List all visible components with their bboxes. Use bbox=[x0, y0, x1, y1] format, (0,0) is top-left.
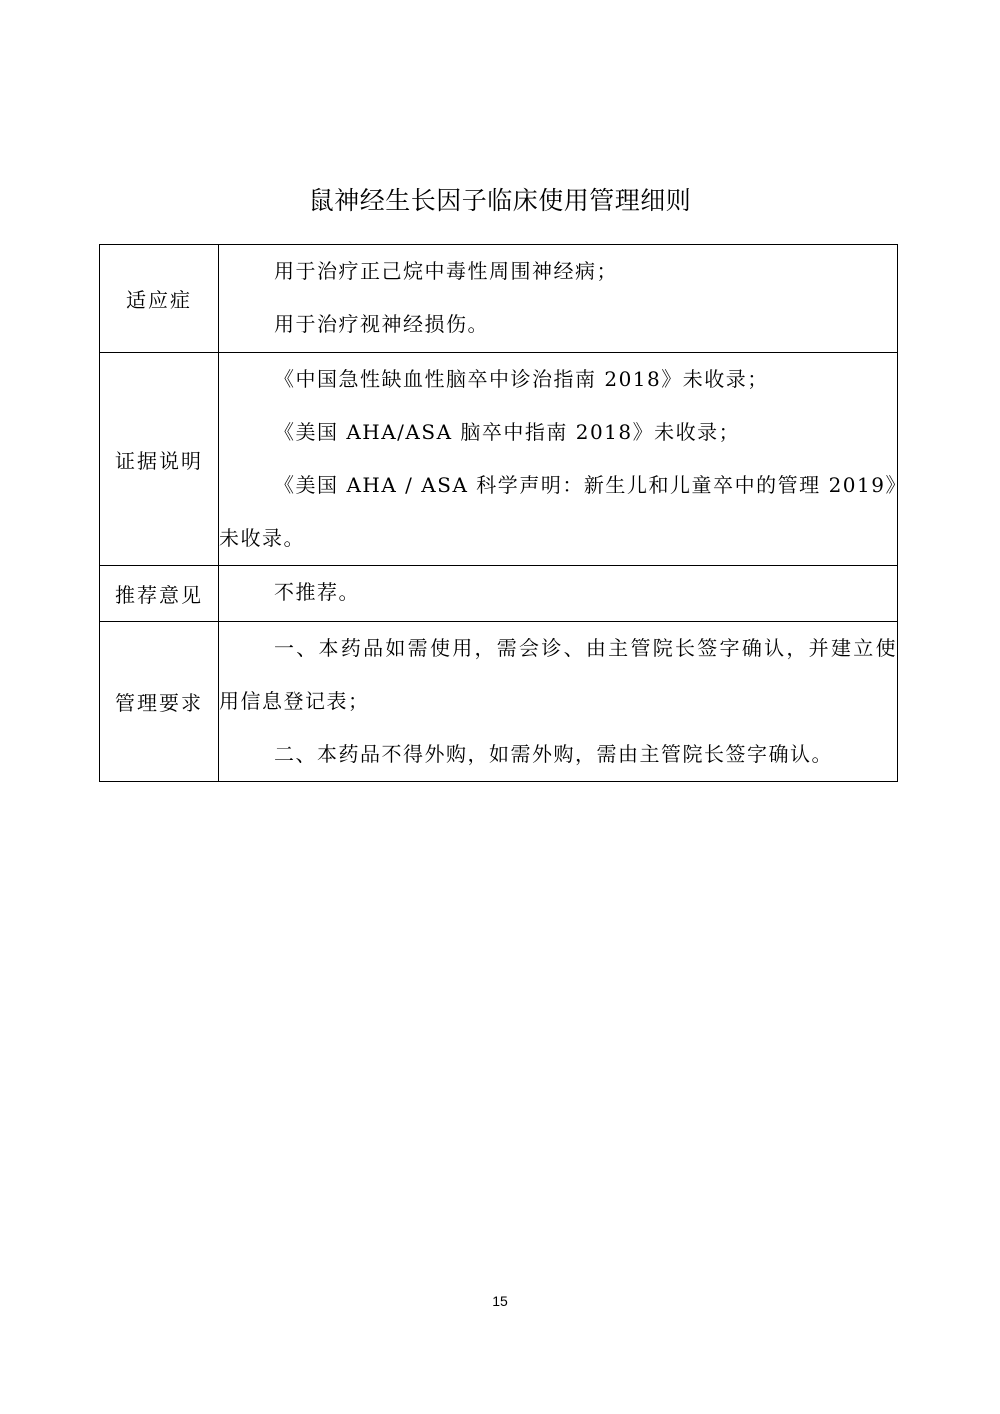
paragraph: 用于治疗正己烷中毒性周围神经病； bbox=[274, 259, 618, 283]
row-content-evidence bbox=[219, 353, 898, 566]
paragraph: 《美国 AHA / ASA 科学声明：新生儿和儿童卒中的管理 2019》未收录。 bbox=[219, 473, 897, 550]
row-content-management bbox=[219, 622, 898, 782]
paragraph: 不推荐。 bbox=[274, 580, 360, 604]
rules-table bbox=[99, 244, 898, 782]
row-label-management: 管理要求 bbox=[100, 622, 219, 782]
table-row-management bbox=[100, 622, 898, 782]
paragraph: 一、本药品如需使用，需会诊、由主管院长签字确认，并建立使用信息登记表； bbox=[219, 636, 897, 713]
row-label-indication: 适应症 bbox=[100, 245, 219, 353]
row-content-indication bbox=[219, 245, 898, 353]
paragraph: 二、本药品不得外购，如需外购，需由主管院长签字确认。 bbox=[274, 742, 833, 766]
table-row-recommendation bbox=[100, 566, 898, 622]
page-number: 15 bbox=[492, 1293, 508, 1309]
row-content-recommendation bbox=[219, 566, 898, 622]
row-label-evidence: 证据说明 bbox=[100, 353, 219, 566]
page-title: 鼠神经生长因子临床使用管理细则 bbox=[308, 186, 692, 215]
table-row-evidence bbox=[100, 353, 898, 566]
paragraph: 《美国 AHA/ASA 脑卒中指南 2018》未收录； bbox=[274, 420, 741, 444]
paragraph: 《中国急性缺血性脑卒中诊治指南 2018》未收录； bbox=[274, 367, 769, 391]
row-label-recommendation: 推荐意见 bbox=[100, 566, 219, 622]
paragraph: 用于治疗视神经损伤。 bbox=[274, 312, 489, 336]
table-row-indication bbox=[100, 245, 898, 353]
